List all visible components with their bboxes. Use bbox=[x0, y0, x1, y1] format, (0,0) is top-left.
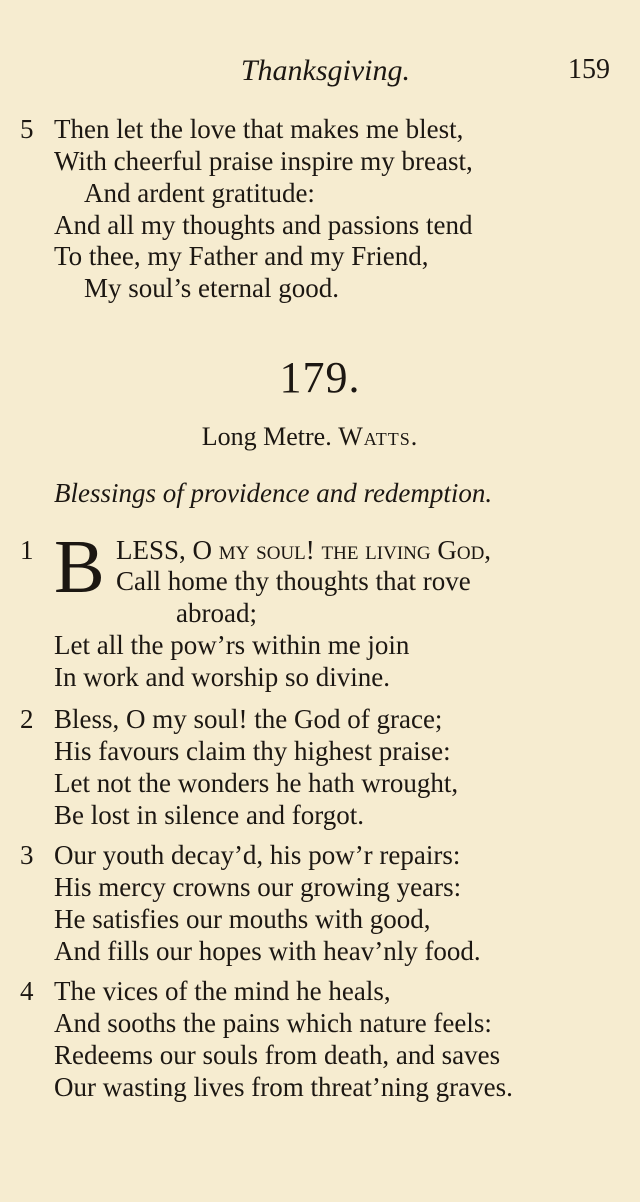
stanza-line: Let not the wonders he hath wrought, bbox=[54, 768, 459, 798]
stanza-line: abroad; bbox=[176, 598, 257, 628]
stanza-line: Our wasting lives from threat’ning graves. bbox=[54, 1072, 513, 1102]
stanza-line: Let all the pow’rs within me join bbox=[54, 630, 410, 660]
stanza-number: 3 bbox=[20, 840, 34, 870]
drop-cap: B bbox=[54, 525, 105, 609]
stanza-line: In work and worship so divine. bbox=[54, 662, 390, 692]
stanza-number: 5 bbox=[20, 114, 34, 144]
running-title: Thanksgiving. bbox=[240, 54, 410, 87]
stanza-line: To thee, my Father and my Friend, bbox=[54, 241, 429, 271]
stanza-number: 1 bbox=[20, 535, 34, 565]
hymn-subject: Blessings of providence and redemption. bbox=[54, 478, 493, 508]
stanza-line: His mercy crowns our growing years: bbox=[54, 872, 462, 902]
hymn-number: 179. bbox=[279, 353, 361, 402]
page-header bbox=[0, 54, 640, 94]
hymn-author: Watts. bbox=[338, 422, 419, 451]
stanza-line: With cheerful praise inspire my breast, bbox=[54, 146, 473, 176]
stanza-line: The vices of the mind he heals, bbox=[54, 976, 391, 1006]
hymn-meter: Long Metre. bbox=[201, 422, 332, 451]
hymn-meter-line bbox=[0, 422, 620, 452]
stanza-number: 4 bbox=[20, 976, 34, 1006]
stanza-line: Bless, O my soul! the God of grace; bbox=[54, 704, 443, 734]
stanza-line: Redeems our souls from death, and saves bbox=[54, 1040, 501, 1070]
stanza-line: Be lost in silence and forgot. bbox=[54, 800, 364, 830]
stanza-number: 2 bbox=[20, 704, 34, 734]
stanza-line: And all my thoughts and passions tend bbox=[54, 210, 473, 240]
stanza-line: Our youth decay’d, his pow’r repairs: bbox=[54, 840, 461, 870]
stanza-line: Call home thy thoughts that rove bbox=[116, 566, 471, 596]
stanza-line: And ardent gratitude: bbox=[84, 178, 315, 208]
stanza-line: And sooths the pains which nature feels: bbox=[54, 1008, 492, 1038]
page-number: 159 bbox=[568, 54, 610, 85]
stanza-line: His favours claim thy highest praise: bbox=[54, 736, 451, 766]
stanza-line: Then let the love that makes me blest, bbox=[54, 114, 464, 144]
stanza-line: LESS, O my soul! the living God, bbox=[116, 535, 492, 565]
stanza-line: He satisfies our mouths with good, bbox=[54, 904, 431, 934]
stanza-line: My soul’s eternal good. bbox=[84, 273, 339, 303]
stanza-line: And fills our hopes with heav’nly food. bbox=[54, 936, 481, 966]
